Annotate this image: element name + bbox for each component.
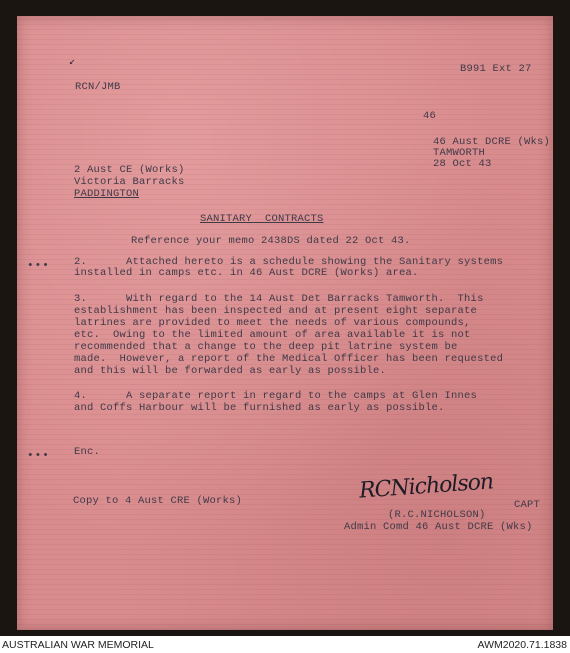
paragraph-line: and Coffs Harbour will be furnished as early as possible.	[74, 402, 445, 414]
paragraph-line: 3. With regard to the 14 Aust Det Barracks Tamworth. This	[74, 293, 484, 305]
paragraph-line: and this will be forwarded as early as possible.	[74, 365, 387, 377]
addressee-line: Victoria Barracks	[74, 176, 185, 188]
subject-heading: SANITARY CONTRACTS	[200, 213, 324, 225]
margin-mark: •••	[27, 260, 50, 272]
margin-mark: •••	[27, 450, 50, 462]
paragraph-line: made. However, a report of the Medical Officer has been requested	[74, 353, 504, 365]
pencil-mark-icon: ↙	[69, 57, 76, 68]
addressee-line: 2 Aust CE (Works)	[74, 164, 185, 176]
paragraph-line: 2. Attached hereto is a schedule showing the Sanitary systems	[74, 256, 504, 268]
sender-place: TAMWORTH	[433, 147, 486, 159]
paragraph-line: establishment has been inspected and at present eight separate	[74, 305, 478, 317]
paragraph-line: 4. A separate report in regard to the camps at Glen Innes	[74, 390, 478, 402]
signatory-title: Admin Comd 46 Aust DCRE (Wks)	[344, 521, 533, 533]
enclosure-label: Enc.	[74, 446, 101, 458]
copy-to-line: Copy to 4 Aust CRE (Works)	[73, 495, 243, 507]
paragraph-line: installed in camps etc. in 46 Aust DCRE (Works) area.	[74, 267, 419, 279]
footer-accession-number: AWM2020.71.1838	[477, 639, 567, 651]
paragraph-line: recommended that a change to the deep pit latrine system be	[74, 341, 458, 353]
paragraph-line: etc. Owing to the limited amount of area available it is not	[74, 329, 471, 341]
footer-institution: AUSTRALIAN WAR MEMORIAL	[2, 639, 154, 651]
letter-date: 28 Oct 43	[433, 158, 492, 170]
handwritten-signature: RCNicholson	[358, 469, 494, 504]
page-number: 46	[423, 110, 437, 122]
paragraph-line: latrines are provided to meet the needs of various compounds,	[74, 317, 471, 329]
file-reference: B991 Ext 27	[460, 63, 532, 75]
reference-line: Reference your memo 2438DS dated 22 Oct 43.	[131, 235, 411, 247]
signatory-rank: CAPT	[514, 499, 541, 511]
document-page	[17, 16, 553, 630]
sender-unit: 46 Aust DCRE (Wks)	[433, 136, 551, 148]
addressee-line: PADDINGTON	[74, 188, 140, 200]
signatory-name: (R.C.NICHOLSON)	[388, 509, 486, 521]
typist-initials: RCN/JMB	[75, 81, 121, 93]
